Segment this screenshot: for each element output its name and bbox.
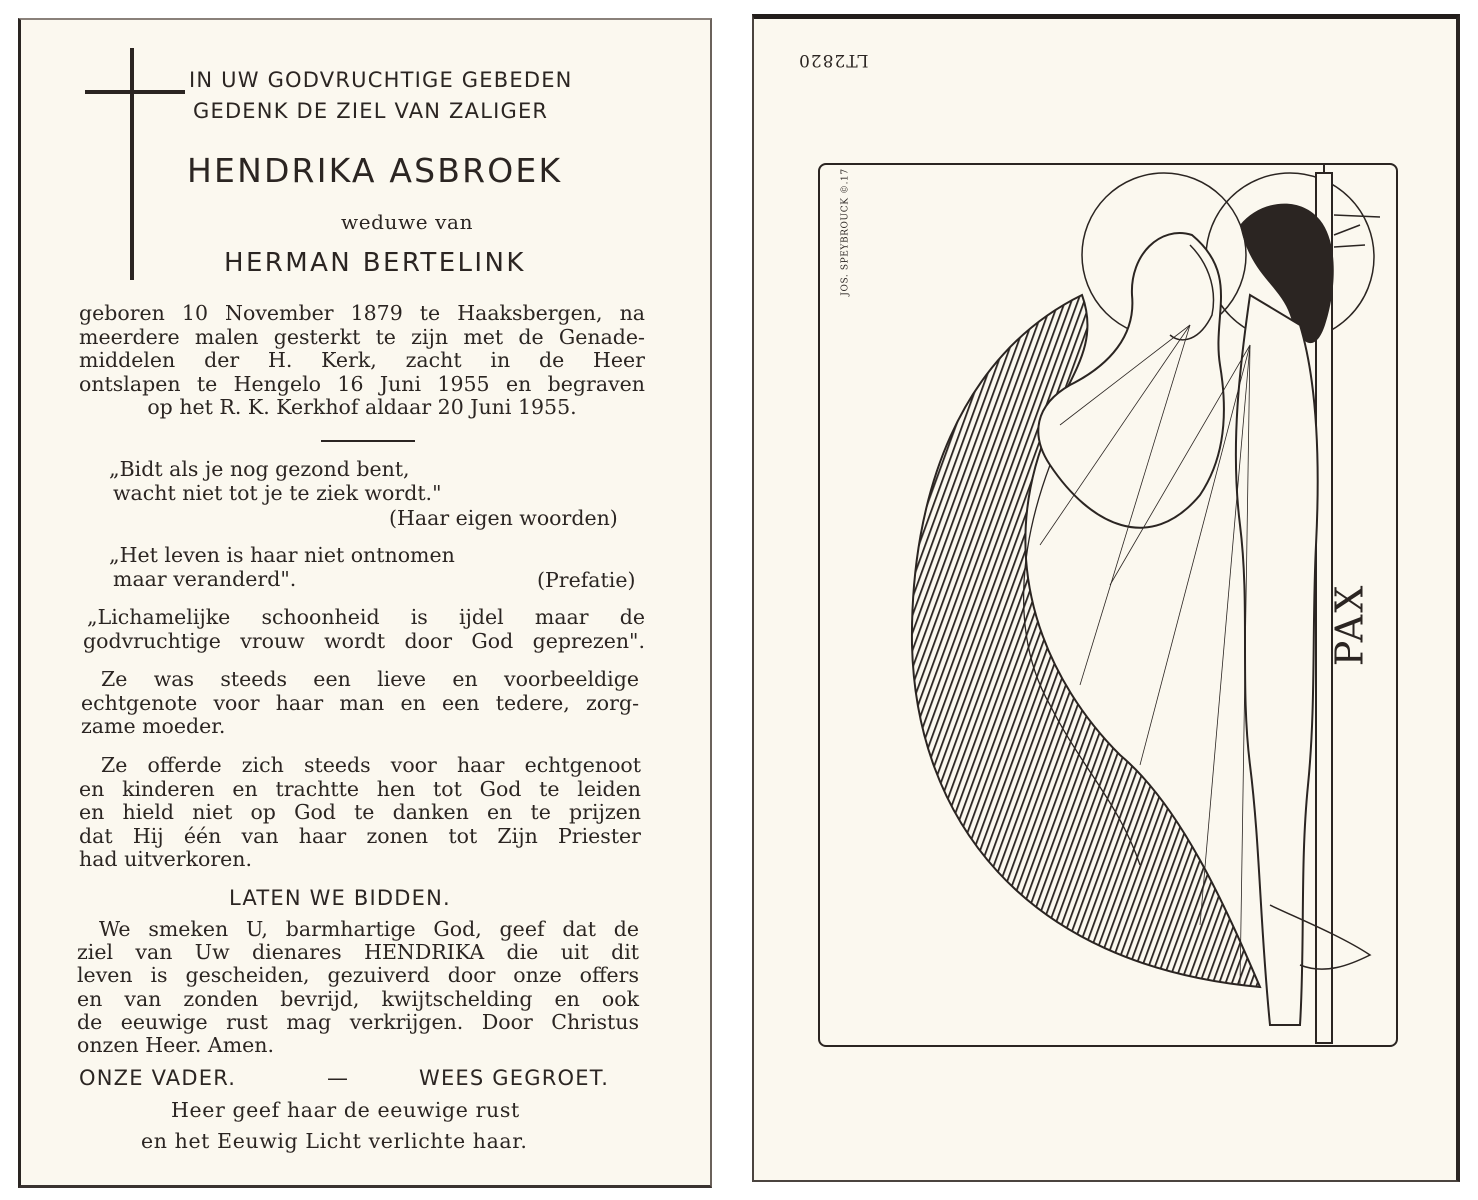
pieta-illustration bbox=[820, 165, 1395, 1044]
quote-1-source: (Haar eigen woorden) bbox=[389, 506, 618, 530]
memorial-card-back bbox=[752, 14, 1460, 1182]
quote-1 bbox=[109, 458, 649, 505]
final-line-1: Heer geef haar de eeuwige rust bbox=[171, 1098, 520, 1122]
quote-line: „Het leven is haar niet ontnomen bbox=[109, 543, 455, 567]
closing-our-father: ONZE VADER. bbox=[79, 1066, 237, 1090]
prayer-heading: LATEN WE BIDDEN. bbox=[229, 886, 451, 910]
divider bbox=[321, 440, 415, 442]
bio-line: ontslapen te Hengelo 16 Juni 1955 en begraven bbox=[79, 371, 645, 396]
heading-line-1: IN UW GODVRUCHTIGE GEBEDEN bbox=[189, 68, 573, 92]
paragraph-line: en kinderen en trachtte hen tot God te leiden bbox=[79, 776, 641, 801]
paragraph-line: Ze offerde zich steeds voor haar echtgenoot bbox=[101, 753, 641, 777]
catalog-number: LT2820 bbox=[798, 50, 869, 70]
bio-line: meerdere malen gesterkt te zijn met de Genade- bbox=[79, 324, 645, 349]
paragraph-line: had uitverkoren. bbox=[79, 847, 252, 871]
quote-2-source: (Prefatie) bbox=[537, 568, 636, 592]
closing-dash: — bbox=[327, 1066, 348, 1090]
cross-icon bbox=[85, 48, 185, 280]
paragraph-line: echtgenote voor haar man en een tedere, zorg- bbox=[81, 690, 639, 715]
bio-line: op het R. K. Kerkhof aldaar 20 Juni 1955. bbox=[147, 395, 577, 420]
bio-line: middelen der H. Kerk, zacht in de Heer bbox=[79, 348, 645, 373]
quote-line: godvruchtige vrouw wordt door God geprezen". bbox=[83, 628, 645, 653]
final-line-2: en het Eeuwig Licht verlichte haar. bbox=[141, 1129, 528, 1153]
prayer-line: We smeken U, barmhartige God, geef dat de bbox=[99, 917, 639, 941]
prayer-paragraph bbox=[77, 918, 639, 1057]
memorial-card-front bbox=[18, 18, 712, 1188]
christ-body bbox=[1236, 295, 1318, 1025]
artist-signature: JOS. SPEYBROUCK ©.17 bbox=[840, 168, 851, 296]
quote-line: „Lichamelijke schoonheid is ijdel maar de bbox=[87, 605, 645, 629]
prayer-line: de eeuwige rust mag verkrijgen. Door Christus bbox=[77, 1009, 639, 1034]
paragraph-1 bbox=[81, 668, 639, 739]
paragraph-2 bbox=[79, 754, 641, 872]
quote-line: „Bidt als je nog gezond bent, bbox=[109, 457, 410, 481]
prayer-line: leven is gescheiden, gezuiverd door onze offers bbox=[77, 963, 639, 988]
spouse-name: HERMAN BERTELINK bbox=[224, 248, 526, 278]
heading-line-2: GEDENK DE ZIEL VAN ZALIGER bbox=[193, 99, 549, 123]
paragraph-line: en hield niet op God te danken en te prijzen bbox=[79, 800, 641, 824]
paragraph-line: zame moeder. bbox=[81, 714, 226, 738]
pax-title: PAX bbox=[1327, 583, 1372, 667]
quote-line: maar veranderd". bbox=[113, 566, 297, 591]
prayer-line: onzen Heer. Amen. bbox=[77, 1033, 275, 1058]
prayer-line: en van zonden bevrijd, kwijtschelding en ook bbox=[77, 986, 639, 1011]
biography-paragraph bbox=[79, 302, 645, 420]
quote-line: wacht niet tot je te ziek wordt." bbox=[113, 480, 442, 505]
prayer-line: ziel van Uw dienares HENDRIKA die uit dit bbox=[77, 940, 639, 965]
relation-text: weduwe van bbox=[341, 210, 474, 234]
paragraph-line: Ze was steeds een lieve en voorbeeldige bbox=[101, 667, 639, 691]
closing-hail-mary: WEES GEGROET. bbox=[419, 1066, 610, 1090]
paragraph-line: dat Hij één van haar zonen tot Zijn Priester bbox=[79, 823, 641, 848]
quote-3 bbox=[83, 606, 645, 653]
bio-line: geboren 10 November 1879 te Haaksbergen, na bbox=[79, 301, 645, 325]
illustration-frame bbox=[818, 163, 1398, 1047]
deceased-name: HENDRIKA ASBROEK bbox=[187, 151, 563, 190]
